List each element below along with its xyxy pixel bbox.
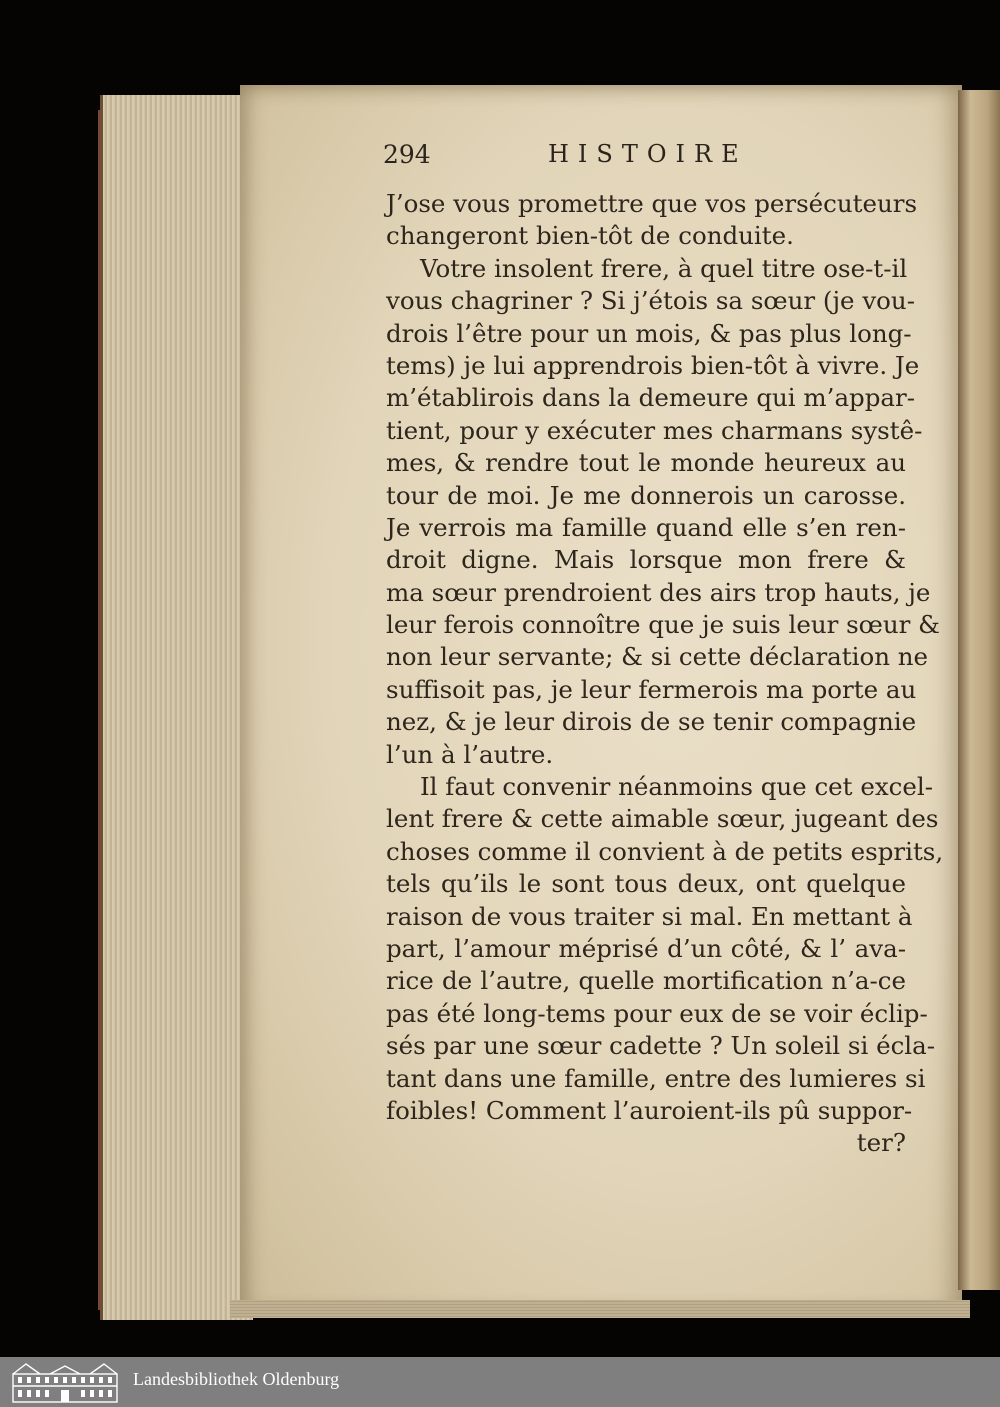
text-line: choses comme il convient à de petits esprits, — [386, 836, 944, 866]
text-line: drois l’être pour un mois, & pas plus long- — [386, 318, 912, 348]
text-line: foibles! Comment l’auroient-ils pû suppor- — [386, 1095, 913, 1125]
text-line: suffisoit pas, je leur fermerois ma porte au — [386, 674, 917, 704]
facing-page-edge — [958, 90, 1000, 1290]
text-line: raison de vous traiter si mal. En mettant à — [386, 901, 913, 931]
text-line: ter? — [856, 1128, 906, 1158]
text-line: ma sœur prendroient des airs trop hauts, je — [386, 577, 931, 607]
body-text — [386, 188, 944, 1160]
text-line: sés par une sœur cadette ? Un soleil si écla- — [386, 1031, 936, 1061]
text-line: nez, & je leur dirois de se tenir compagnie — [386, 707, 917, 737]
text-line: pas été long-tems pour eux de se voir éclip- — [386, 998, 928, 1028]
text-line: non leur servante; & si cette déclaration ne — [386, 642, 929, 672]
text-line: l’un à l’autre. — [386, 739, 554, 769]
text-line: Je verrois ma famille quand elle s’en ren- — [386, 512, 906, 542]
text-line: m’établirois dans la demeure qui m’appar- — [386, 383, 916, 413]
text-line: tant dans une famille, entre des lumieres si — [386, 1063, 926, 1093]
book-fore-edge — [100, 95, 253, 1320]
text-line: tems) je lui apprendrois bien-tôt à vivre. Je — [386, 350, 920, 380]
page-title: HISTOIRE — [548, 140, 748, 168]
text-line: tels qu’ils le sont tous deux, ont quelque — [386, 869, 906, 899]
text-line: Votre insolent frere, à quel titre ose-t-il — [420, 253, 908, 283]
text-line: Il faut convenir néanmoins que cet excel- — [420, 772, 933, 802]
text-line: vous chagriner ? Si j’étois sa sœur (je vou- — [386, 286, 915, 316]
text-line: leur ferois connoître que je suis leur sœur & — [386, 610, 940, 640]
text-line: lent frere & cette aimable sœur, jugeant des — [386, 804, 939, 834]
page-bottom-edge — [230, 1300, 970, 1318]
text-line: tient, pour y exécuter mes charmans systê- — [386, 415, 923, 445]
text-line: rice de l’autre, quelle mortification n’a-ce — [386, 966, 906, 996]
text-line: J’ose vous promettre que vos persécuteurs — [386, 189, 918, 218]
text-line: mes, & rendre tout le monde heureux au — [386, 448, 906, 478]
text-line: changeront bien-tôt de conduite. — [386, 221, 794, 251]
text-line: droit digne. Mais lorsque mon frere & — [386, 545, 906, 575]
library-building-logo-icon — [10, 1360, 120, 1404]
text-line: part, l’amour méprisé d’un côté, & l’ ava- — [386, 933, 906, 963]
running-head — [383, 140, 763, 176]
page-number: 294 — [383, 140, 431, 169]
footer-bar — [0, 1357, 1000, 1407]
text-line: tour de moi. Je me donnerois un carosse. — [386, 480, 906, 510]
library-name: Landesbibliothek Oldenburg — [133, 1369, 340, 1389]
